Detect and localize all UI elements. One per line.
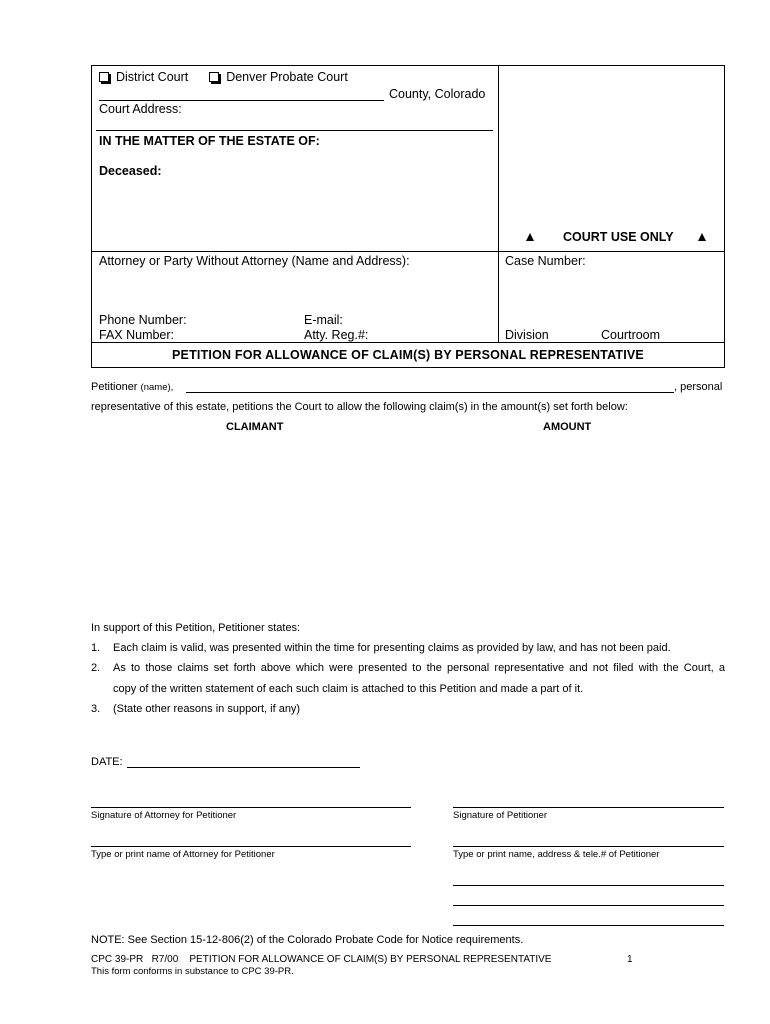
petitioner-address-line-1[interactable] <box>453 885 724 886</box>
court-address-label: Court Address: <box>99 102 182 116</box>
support-item-1-num: 1. <box>91 642 101 654</box>
fax-number-label: FAX Number: <box>99 328 175 342</box>
support-item-2-cont: copy of the written statement of each such claim is attached to this Petition and made a part of it. <box>113 683 584 695</box>
petition-line-2: representative of this estate, petitions the Court to allow the following claim(s) in the amount(s) set forth below: <box>91 401 628 413</box>
county-line <box>99 100 384 101</box>
attorney-name-line[interactable] <box>91 846 411 847</box>
estate-of-heading: IN THE MATTER OF THE ESTATE OF: <box>99 134 320 148</box>
support-item-2-text: As to those claims set forth above which were presented to the personal representative and not filed with the Court, a <box>113 662 725 674</box>
deceased-label: Deceased: <box>99 164 162 178</box>
petitioner-address-line-2[interactable] <box>453 905 724 906</box>
amount-header: AMOUNT <box>543 421 592 433</box>
conforms-note: This form conforms in substance to CPC 39-PR. <box>91 966 294 977</box>
support-intro: In support of this Petition, Petitioner states: <box>91 622 301 634</box>
sig-petitioner-label: Signature of Petitioner <box>453 810 548 821</box>
district-court-label: District Court <box>116 70 189 84</box>
caption-vertical-divider <box>498 65 499 343</box>
form-id: CPC 39-PR R7/00 PETITION FOR ALLOWANCE OF CLAIM(S) BY PERSONAL REPRESENTATIVE <box>91 954 552 965</box>
district-court-checkbox[interactable] <box>99 70 188 84</box>
petitioner-name-line-2[interactable] <box>453 846 724 847</box>
name-hint: (name), <box>140 382 174 393</box>
sig-attorney-label: Signature of Attorney for Petitioner <box>91 810 237 821</box>
petitioner-name-line[interactable] <box>186 392 674 393</box>
claimant-header: CLAIMANT <box>226 421 284 433</box>
support-item-1-text: Each claim is valid, was presented within the time for presenting claims as provided by law, and has not been paid. <box>113 642 671 654</box>
atty-reg-label: Atty. Reg.#: <box>304 328 369 342</box>
date-label: DATE: <box>91 756 123 768</box>
court-use-only-label: COURT USE ONLY <box>562 230 674 244</box>
petitioner-text: Petitioner <box>91 381 138 393</box>
case-number-label: Case Number: <box>505 254 586 268</box>
attorney-label: Attorney or Party Without Attorney (Name and Address): <box>99 254 410 268</box>
support-item-3-text: (State other reasons in support, if any) <box>113 703 301 715</box>
name-attorney-label: Type or print name of Attorney for Petitioner <box>91 849 275 860</box>
denver-probate-label: Denver Probate Court <box>226 70 348 84</box>
caption-row-divider-1 <box>91 251 725 252</box>
phone-number-label: Phone Number: <box>99 313 187 327</box>
page-number: 1 <box>627 954 633 965</box>
form-title: PETITION FOR ALLOWANCE OF CLAIM(S) BY PERSONAL REPRESENTATIVE <box>172 348 644 362</box>
support-item-2-num: 2. <box>91 662 101 674</box>
court-use-only <box>526 230 706 244</box>
name-petitioner-label: Type or print name, address & tele.# of Petitioner <box>453 849 660 860</box>
court-type-row <box>99 70 348 84</box>
support-item-3-num: 3. <box>91 703 101 715</box>
county-colorado-label: County, Colorado <box>389 87 486 101</box>
denver-probate-checkbox[interactable] <box>209 70 348 84</box>
petitioner-signature-line[interactable] <box>453 807 724 808</box>
notice-note: NOTE: See Section 15-12-806(2) of the Colorado Probate Code for Notice requirements. <box>91 934 524 946</box>
petitioner-address-line-3[interactable] <box>453 925 724 926</box>
email-label: E-mail: <box>304 313 343 327</box>
triangle-up-icon <box>526 233 534 241</box>
division-label: Division <box>505 328 549 342</box>
triangle-up-icon <box>698 233 706 241</box>
courtroom-label: Courtroom <box>601 328 661 342</box>
date-line[interactable] <box>127 767 360 768</box>
court-address-line <box>96 130 493 131</box>
petitioner-label <box>91 381 173 393</box>
caption-row-divider-2 <box>91 342 725 343</box>
attorney-signature-line[interactable] <box>91 807 411 808</box>
personal-text: , personal <box>674 381 723 393</box>
